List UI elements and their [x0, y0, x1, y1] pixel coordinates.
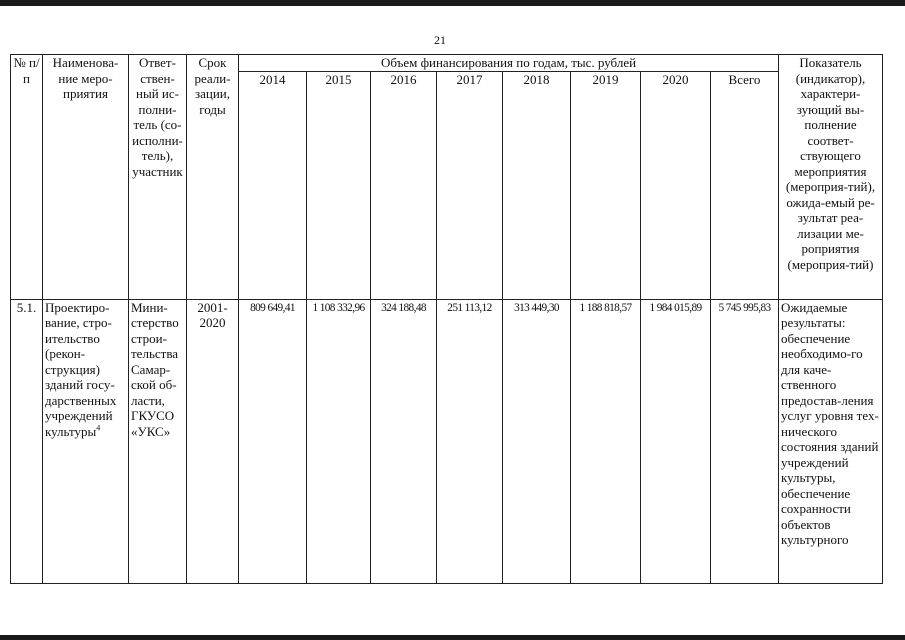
row-executor: Мини-стерство строи-тельства Самар-ской об-ласти, ГКУСО «УКС»	[129, 299, 187, 583]
header-executor: Ответ-ствен-ный ис-полни-тель (со-исполни-тель), участник	[129, 55, 187, 300]
row-value-2015: 1 108 332,96	[307, 299, 371, 583]
header-year: 2019	[571, 71, 641, 299]
header-year: 2016	[371, 71, 437, 299]
row-value-2016: 324 188,48	[371, 299, 437, 583]
header-indicator: Показатель (индикатор), характери-зующий вы-полнение соответ-ствующего мероприятия (мероприя-тий), ожида-емый ре-зультат реа-лизации ме-роприятия (мероприя-тий)	[779, 55, 883, 300]
funding-table	[10, 54, 883, 584]
row-value-2019: 1 188 818,57	[571, 299, 641, 583]
header-row-1	[11, 55, 883, 72]
row-num: 5.1.	[11, 299, 43, 583]
row-value-2018: 313 449,30	[503, 299, 571, 583]
row-name-text: Проектиро-вание, стро-ительство (рекон-струкция) зданий госу-дарственных учреждений культуры	[45, 299, 117, 439]
table-row	[11, 299, 883, 583]
header-year: 2014	[239, 71, 307, 299]
header-term: Срок реали-зации, годы	[187, 55, 239, 300]
row-term: 2001-2020	[187, 299, 239, 583]
row-indicator: Ожидаемые результаты: обеспечение необходимо-го для каче-ственного предостав-ления услуг уровня тех-нического состояния зданий учреждений культуры, обеспечение сохранности объектов культурного	[779, 299, 883, 583]
footnote-marker: 4	[96, 423, 101, 433]
row-value-2017: 251 113,12	[437, 299, 503, 583]
page-number: 21	[434, 33, 446, 47]
top-border	[0, 0, 905, 6]
row-name	[43, 299, 129, 583]
header-year: 2020	[641, 71, 711, 299]
row-value-2020: 1 984 015,89	[641, 299, 711, 583]
header-name: Наименова-ние меро-приятия	[43, 55, 129, 300]
header-year: 2015	[307, 71, 371, 299]
row-value-2014: 809 649,41	[239, 299, 307, 583]
row-value-total: 5 745 995,83	[711, 299, 779, 583]
header-year: 2018	[503, 71, 571, 299]
bottom-border	[0, 635, 905, 640]
header-num: № п/п	[11, 55, 43, 300]
header-funding-title: Объем финансирования по годам, тыс. рублей	[239, 55, 779, 72]
header-year: 2017	[437, 71, 503, 299]
header-total: Всего	[711, 71, 779, 299]
